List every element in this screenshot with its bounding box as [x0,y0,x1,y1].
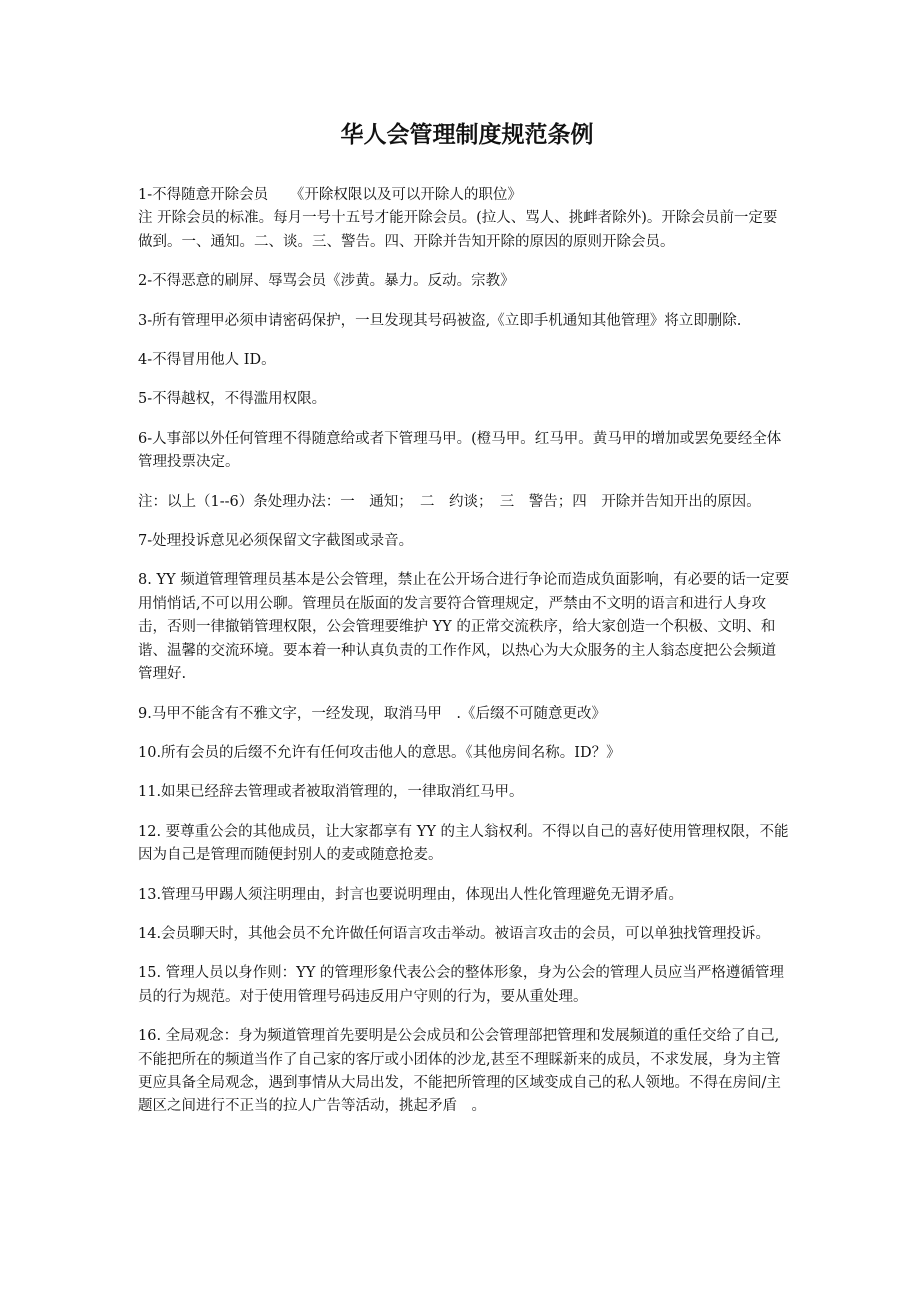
rule-11: 11.如果已经辞去管理或者被取消管理的，一律取消红马甲。 [138,784,524,801]
rule-12: 12. 要尊重公会的其他成员，让大家都享有 YY 的主人翁权利。不得以自己的喜好使用管理权限，不能因为自己是管理而随便封别人的麦或随意抢麦。 [138,823,789,864]
document-page [138,118,790,1135]
rule-10: 10.所有会员的后缀不允许有任何攻击他人的意思。《其他房间名称。ID？》 [138,744,621,761]
rule-16: 16. 全局观念：身为频道管理首先要明是公会成员和公会管理部把管理和发展频道的重任交给了自己,不能把所在的频道当作了自己家的客厅或小团体的沙龙,甚至不理睬新来的成员，不求发展，身为主管更应具备全局观念，遇到事情从大局出发，不能把所管理的区域变成自己的私人领地。不得在房间/主题区之间进行不正当的拉人广告等活动，挑起矛盾 。 [138,1028,781,1115]
rule-1-heading: 1-不得随意开除会员 《开除权限以及可以开除人的职位》 [138,187,522,203]
document-title: 华人会管理制度规范条例 [340,121,594,148]
rule-6: 6-人事部以外任何管理不得随意给或者下管理马甲。(橙马甲。红马甲。黄马甲的增加或罢免要经全体管理投票决定。 [138,430,782,471]
rule-4: 4-不得冒用他人 ID。 [138,352,276,369]
rule-7: 7-处理投诉意见必须保留文字截图或录音。 [138,533,414,550]
rule-9: 9.马甲不能含有不雅文字，一经发现，取消马甲 .《后缀不可随意更改》 [138,705,606,722]
rule-5: 5-不得越权，不得滥用权限。 [138,391,327,408]
rule-15: 15. 管理人员以身作则：YY 的管理形象代表公会的整体形象，身为公会的管理人员应当严格遵循管理员的行为规范。对于使用管理号码违反用户守则的行为，要从重处理。 [138,965,784,1005]
rules-1-6-note: 注：以上（1--6）条处理办法：一 通知； 二 约谈； 三 警告；四 开除并告知开出的原因。 [138,493,761,510]
rule-3: 3-所有管理甲必须申请密码保护，一旦发现其号码被盗,《立即手机通知其他管理》将立即删除. [138,312,742,329]
rule-8: 8. YY 频道管理管理员基本是公会管理，禁止在公开场合进行争论而造成负面影响，有必要的话一定要用悄悄话,不可以用公聊。管理员在版面的发言要符合管理规定，严禁由不文明的语言和进行人身攻击，否则一律撤销管理权限，公会管理要维护 YY 的正常交流秩序，给大家创造一个积极、文明、和谐、温馨的交流环境。要本着一种认真负责的工作作风，以热心为大众服务的主人翁态度把公会频道管理好. [138,572,790,683]
rule-1-note: 注 开除会员的标准。每月一号十五号才能开除会员。(拉人、骂人、挑衅者除外)。开除会员前一定要做到。一、通知。二、谈。三、警告。四、开除并告知开除的原因的原则开除会员。 [138,210,778,250]
rule-14: 14.会员聊天时，其他会员不允许做任何语言攻击举动。被语言攻击的会员，可以单独找管理投诉。 [138,925,771,942]
rule-2: 2-不得恶意的刷屏、辱骂会员《涉黄。暴力。反动。宗教》 [138,273,515,290]
rule-13: 13.管理马甲踢人须注明理由，封言也要说明理由，体现出人性化管理避免无谓矛盾。 [138,886,684,903]
